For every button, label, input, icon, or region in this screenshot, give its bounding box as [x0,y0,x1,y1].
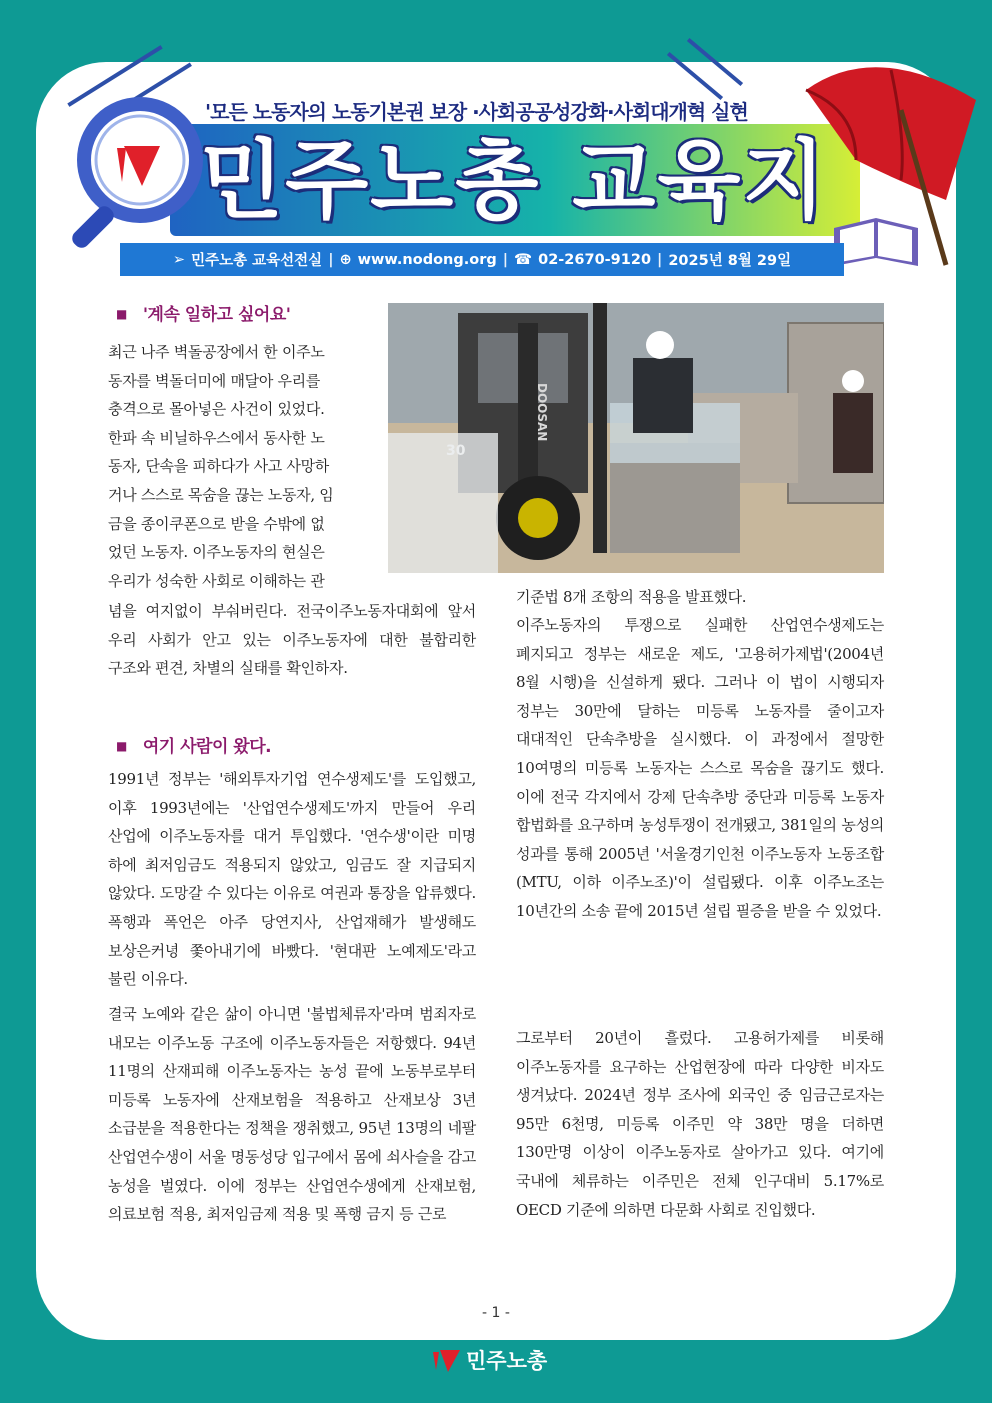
square-bullet-icon: ■ [116,739,127,753]
footer-logo [430,1344,570,1376]
magnifier-icon [62,90,222,260]
section2-paragraph-1: 1991년 정부는 '해외투자기업 연수생제도'를 도입했고, 이후 1993년에는 '산업연수생제도'까지 만들어 우리 산업에 이주노동자를 대거 투입했다. '연수생'이란 미명 하에 최저임금도 적용되지 않았고, 임금도 잘 지급되지 않았다. 도망갈 수 있다는 이유로 여권과 통장을 압류했다. 폭행과 폭언은 아주 당연지사, 산업재해가 발생해도 보상은커녕 쫓아내기에 바빴다. '현대판 노예제도'라고 불린 이유다. [108,770,476,989]
page-number: - 1 - [482,1305,510,1321]
article-photo [388,303,884,573]
globe-icon: ⊕ [339,251,352,268]
right-paragraph-3: 그로부터 20년이 흘렀다. 고용허가제를 비롯해 이주노동자를 요구하는 산업현장에 따라 다양한 비자도 생겨났다. 2024년 정부 조사에 외국인 중 임금근로자는 95만 6천명, 미등록 이주민 약 38만 명을 더하면 130만명 이상이 이주노동자로 살아가고 있다. 여기에 국내에 체류하는 이주민은 전체 인구대비 5.17%로 OECD 기준에 의하면 다문화 사회로 진입했다. [516,1029,884,1219]
info-phone: 02-2670-9120 [538,251,652,268]
text-line: 었던 노동자. 이주노동자의 현실은 [108,543,325,562]
section-heading [116,300,290,325]
right-paragraph-1: 기준법 8개 조항의 적용을 발표했다. [516,588,747,606]
separator: | [502,251,509,268]
section-heading-text: '계속 일하고 싶어요' [142,305,291,325]
page-title: 민주노총 교육지 [200,131,828,231]
section1-paragraph [108,338,374,595]
forklift-scene [388,303,884,573]
info-date: 2025년 8월 29일 [668,253,792,269]
text-line: 동자, 단속을 피하다가 사고 사망하 [108,457,330,476]
info-bar [120,243,844,276]
text-line: 동자를 벽돌더미에 매달아 우리를 [108,371,321,390]
section-heading-text: 여기 사람이 왔다. [142,737,272,757]
right-paragraph-2: 이주노동자의 투쟁으로 실패한 산업연수생제도는 폐지되고 정부는 새로운 제도, '고용허가제법'(2004년 8월 시행)을 신설하게 됐다. 그러나 이 법이 시행되자 정부는 30만에 달하는 미등록 노동자를 줄이고자 대대적인 단속추방을 실시했다. 이 과정에서 절망한 10여명의 미등록 노동자는 스스로 목숨을 끊기도 했다. 이에 전국 각지에서 강제 단속추방 중단과 미등록 노동자 합법화를 요구하며 농성투쟁이 전개됐고, 381일의 농성의 성과를 통해 2005년 '서울경기인천 이주노동자 노동조합(MTU, 이하 이주노조)'이 설립됐다. 이후 이주노조는 10년간의 소송 끝에 2015년 설립 필증을 받을 수 있었다. [516,616,884,920]
text-line: 최근 나주 벽돌공장에서 한 이주노 [108,343,325,361]
kctu-logo-icon [430,1346,460,1374]
phone-icon: ☎ [514,251,533,268]
text-line: 우리가 성숙한 사회로 이해하는 관 [108,571,325,590]
section2-paragraph-2: 결국 노예와 같은 삶이 아니면 '불법체류자'라며 범죄자로 내모는 이주노동 구조에 이주노동자들은 저항했다. 94년 11명의 산재피해 이주노동자는 농성 끝에 노동부로부터 미등록 노동자에 산재보험을 적용하고 산재보상 3년 소급분을 적용한다는 정책을 쟁취했고, 95년 13명의 네팔 산업연수생이 서울 명동성당 입구에서 몸에 쇠사슬을 감고 농성을 벌였다. 이에 정부는 산업연수생에게 산재보험, 의료보험 적용, 최저임금제 적용 및 폭행 금지 등 근로 [108,1005,476,1224]
footer-logo-text: 민주노총 [466,1349,548,1373]
text-line: 충격으로 몰아넣은 사건이 있었다. [108,400,325,419]
text-line: 금을 종이쿠폰으로 받을 수밖에 없 [108,514,325,533]
separator: | [328,251,334,268]
text-line: 한파 속 비닐하우스에서 동사한 노 [108,428,325,447]
text-line: 거나 스스로 목숨을 끊는 노동자, 임 [108,485,334,504]
forklift-brand: DOOSAN [535,383,549,442]
send-icon: ➢ [172,251,186,268]
info-office: 민주노총 교육선전실 [191,253,323,269]
square-bullet-icon: ■ [116,307,127,321]
separator: | [657,251,663,268]
section-heading [116,732,271,757]
section1-continuation: 념을 여지없이 부숴버린다. 전국이주노동자대회에 앞서 우리 사회가 안고 있는 이주노동자에 대한 불합리한 구조와 편견, 차별의 실태를 확인하자. [108,602,476,678]
masthead [0,0,992,290]
info-site-link[interactable]: www.nodong.org [357,251,497,268]
slogan: '모든 노동자의 노동기본권 보장 ·사회공공성강화·사회대개혁 실현 [205,100,748,124]
